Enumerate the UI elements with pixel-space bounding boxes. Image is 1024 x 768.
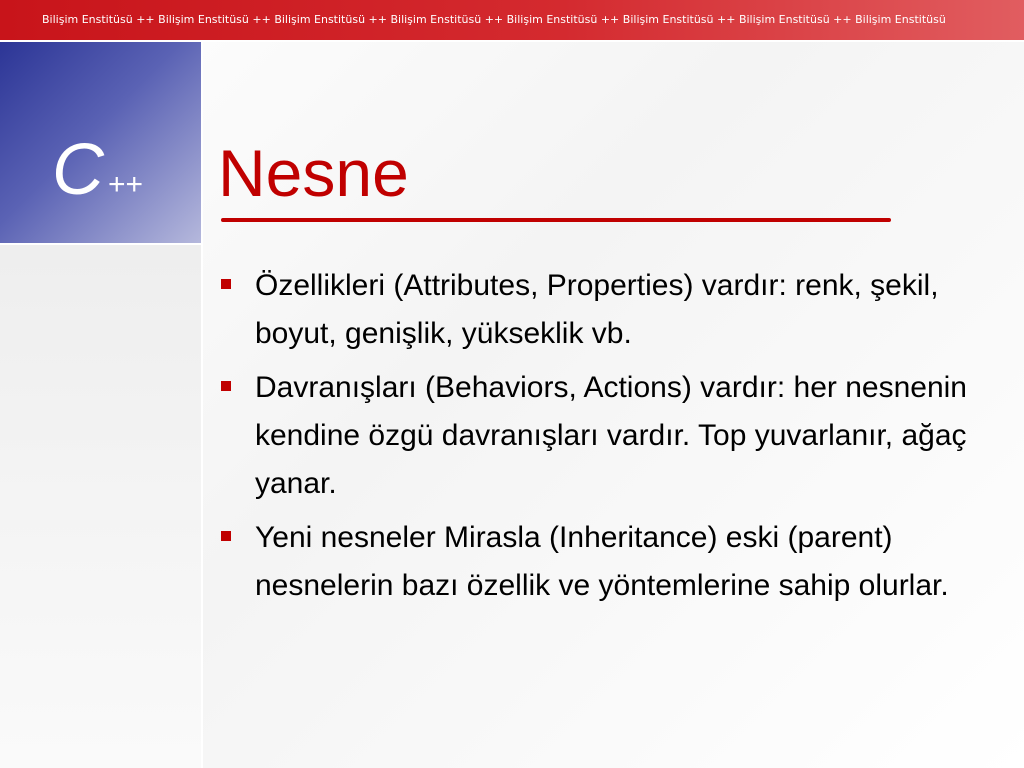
bullet-item [218,262,978,358]
logo-letter: C [52,130,104,210]
vertical-divider [201,42,203,768]
banner-segment: Bilişim Enstitüsü ++ [738,13,856,26]
banner-segment: Bilişim Enstitüsü ++ [622,13,739,26]
slide-title: Nesne [218,136,409,210]
top-banner [0,0,1024,40]
bullet-item [218,364,978,508]
bullet-text: Özellikleri (Attributes, Properties) vardır: renk, şekil, boyut, genişlik, yükseklik vb. [255,269,939,350]
logo-suffix: ++ [108,168,144,201]
bullet-item [218,514,978,610]
bullet-text: Davranışları (Behaviors, Actions) vardır: her nesnenin kendine özgü davranışları vardır. Top yuvarlanır, ağaç yanar. [255,371,967,500]
cpp-logo [0,42,201,243]
banner-segment: Bilişim Enstitüsü ++ [274,13,391,26]
left-panel [0,245,201,768]
banner-segment: Bilişim Enstitüsü ++ [506,13,623,26]
square-bullet-icon [221,381,231,391]
bullet-list [218,262,978,616]
square-bullet-icon [221,531,231,541]
banner-segment: Bilişim Enstitüsü ++ [390,13,507,26]
banner-segment: Bilişim Enstitüsü [855,13,946,26]
banner-segment: Bilişim Enstitüsü ++ [42,13,159,26]
square-bullet-icon [221,279,231,289]
title-underline [221,218,891,222]
bullet-text: Yeni nesneler Mirasla (Inheritance) eski (parent) nesnelerin bazı özellik ve yöntemlerine sahip olurlar. [255,521,949,602]
banner-segment: Bilişim Enstitüsü ++ [158,13,275,26]
